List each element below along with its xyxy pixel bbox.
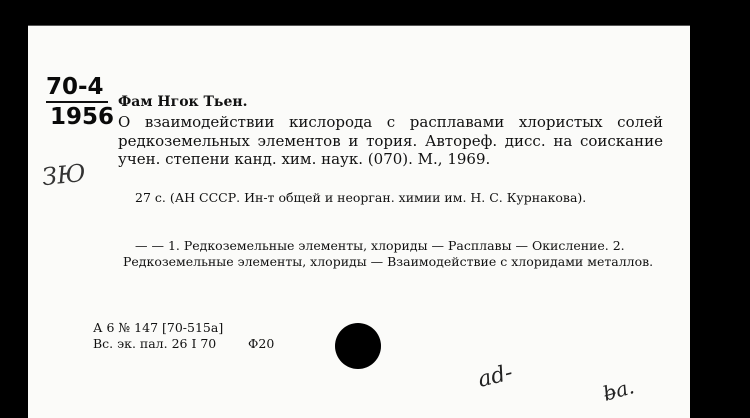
punch-hole [335, 323, 381, 369]
catalog-codes [93, 320, 274, 352]
catalog-code-line-1: А 6 № 147 [70-515а] [93, 320, 224, 335]
handwritten-year: 1956 [50, 104, 115, 130]
pages-institution: 27 с. (АН СССР. Ин-т общей и неорган. химии им. Н. С. Курнакова). [135, 190, 587, 205]
catalog-code-line-2: Вс. эк. пал. 26 I 70 Ф20 [93, 336, 275, 351]
handwritten-scribble: ad- [475, 360, 516, 393]
edge-mark [690, 0, 750, 417]
handwritten-code: 70-4 [46, 74, 104, 100]
catalog-card [28, 25, 690, 418]
subject-headings: — — 1. Редкоземельные элементы, хлориды — Расплавы — Окисление. 2. Редкоземельные элементы, хлориды — Взаимодействие с хлоридами металлов. [123, 238, 654, 269]
handwritten-scribble-2: b̶a. [600, 374, 637, 406]
work-title: О взаимодействии кислорода с расплавами хлористых солей редкоземельных элементов и тория. Автореф. дисс. на соискание учен. степени канд. хим. наук. (070). М., 1969. [118, 113, 663, 168]
handwritten-underline [46, 101, 108, 103]
author-name: Фам Нгок Тьен. [118, 94, 248, 110]
handwritten-mark: ЗЮ [40, 158, 87, 192]
